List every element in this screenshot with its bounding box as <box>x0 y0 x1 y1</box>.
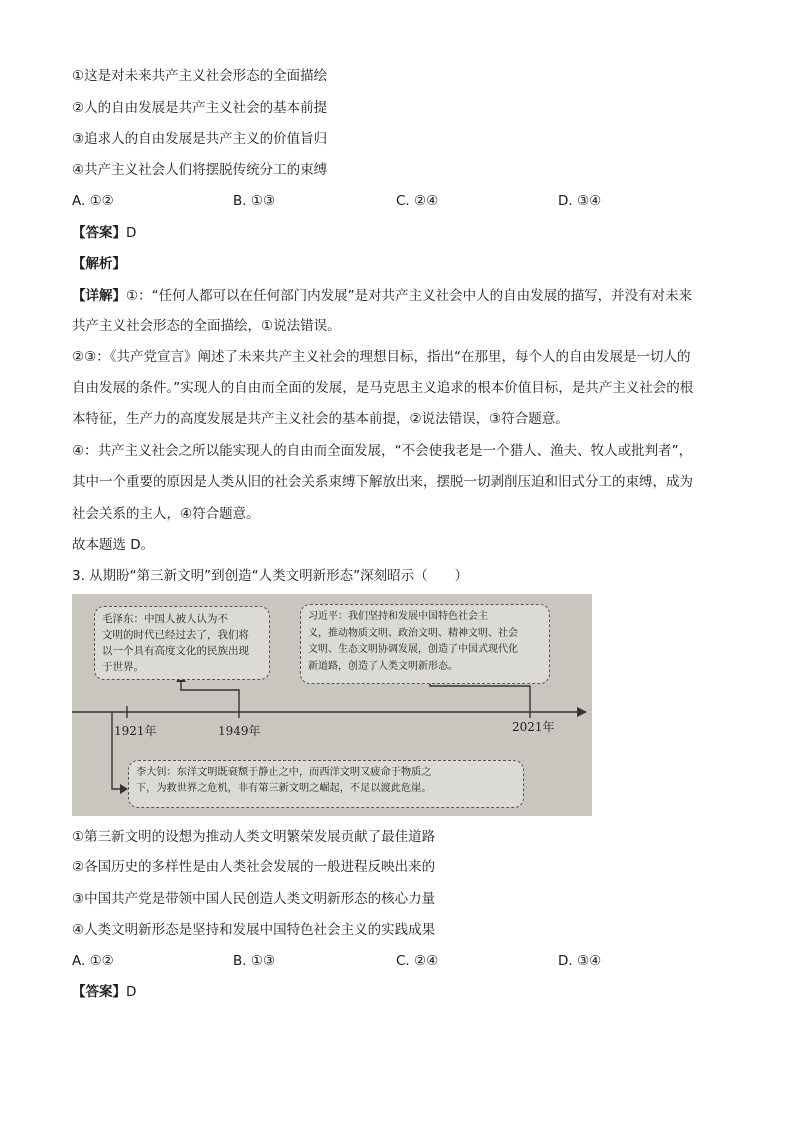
q2-statement-4: ④共产主义社会人们将摆脱传统分工的束缚 <box>72 162 328 178</box>
xi-line-1: 习近平：我们坚持和发展中国特色社会主 <box>308 611 488 622</box>
q3-option-b: B. ①③ <box>233 953 276 969</box>
conclusion: 故本题选 D。 <box>72 537 155 553</box>
arrow-to-mao <box>181 680 239 706</box>
detail-line-7: 其中一个重要的原因是人类从旧的社会关系束缚下解放出来，摆脱一切剥削压迫和旧式分工的束缚，成为 <box>72 474 693 490</box>
li-quote-box <box>128 760 524 808</box>
detail-line-1 <box>72 286 692 306</box>
xi-line-4: 新道路，创造了人类文明新形态。 <box>308 660 458 672</box>
year-1921: 1921年 <box>114 724 157 738</box>
timeline-arrowhead <box>577 707 587 717</box>
q2-statement-2: ②人的自由发展是共产主义社会的基本前提 <box>72 100 328 116</box>
mao-quote-box <box>94 606 270 680</box>
mao-line-2: 文明的时代已经过去了，我们将 <box>102 629 249 641</box>
mao-line-1: 毛泽东：中国人被人认为不 <box>102 613 228 625</box>
arrowhead-li <box>120 784 128 794</box>
q3-answer-value: D <box>126 984 137 1000</box>
detail-text-1: ①：“任何人都可以在任何部门内发展”是对共产主义社会中人的自由发展的描写，并没有对未来 <box>126 288 693 304</box>
detail-label: 【详解】 <box>72 288 126 304</box>
detail-line-3: ②③：《共产党宣言》阐述了未来共产主义社会的理想目标，指出“在那里，每个人的自由发展是一切人的 <box>72 349 691 365</box>
detail-line-6: ④：共产主义社会之所以能实现人的自由而全面发展，“不会使我老是一个猎人、渔夫、牧人或批判者”， <box>72 443 693 459</box>
q3-statement-2: ②各国历史的多样性是由人类社会发展的一般进程反映出来的 <box>72 859 436 875</box>
q2-statement-1: ①这是对未来共产主义社会形态的全面描绘 <box>72 68 328 84</box>
year-2021: 2021年 <box>512 720 555 734</box>
analysis-label: 【解析】 <box>72 256 126 272</box>
arrow-to-xi <box>430 681 530 706</box>
detail-line-8: 社会关系的主人，④符合题意。 <box>72 506 260 522</box>
xi-quote-box <box>300 604 550 684</box>
li-line-2: 下，为救世界之危机，非有第三新文明之崛起，不足以渡此危崖。 <box>136 783 432 794</box>
mao-line-4: 于世界。 <box>102 661 144 673</box>
q2-option-a: A. ①② <box>72 193 114 209</box>
li-line-1: 李大钊：东洋文明既衰颓于静止之中，而西洋文明又疲命于物质之 <box>136 767 432 778</box>
q2-option-c: C. ②④ <box>396 193 439 209</box>
q3-statement-1: ①第三新文明的设想为推动人类文明繁荣发展贡献了最佳道路 <box>72 829 436 845</box>
xi-line-2: 义，推动物质文明、政治文明、精神文明、社会 <box>308 627 518 639</box>
answer-label: 【答案】 <box>72 225 126 241</box>
q3-answer <box>72 982 136 1002</box>
q3-stem: 3. 从期盼“第三新文明”到创造“人类文明新形态”深刻昭示（ ） <box>72 568 469 584</box>
year-1949: 1949年 <box>218 724 261 738</box>
timeline-figure <box>72 594 592 816</box>
detail-line-5: 本特征，生产力的高度发展是共产主义社会的基本前提，②说法错误，③符合题意。 <box>72 411 569 427</box>
q3-option-c: C. ②④ <box>396 953 439 969</box>
q3-statement-3: ③中国共产党是带领中国人民创造人类文明新形态的核心力量 <box>72 891 436 907</box>
q2-option-d: D. ③④ <box>558 193 602 209</box>
q2-option-b: B. ①③ <box>233 193 276 209</box>
q3-answer-label: 【答案】 <box>72 984 126 1000</box>
q3-option-d: D. ③④ <box>558 953 602 969</box>
q2-statement-3: ③追求人的自由发展是共产主义的价值旨归 <box>72 131 328 147</box>
mao-line-3: 以一个具有高度文化的民族出现 <box>102 645 249 657</box>
q3-statement-4: ④人类文明新形态是坚持和发展中国特色社会主义的实践成果 <box>72 922 436 938</box>
detail-line-4: 自由发展的条件。”实现人的自由而全面的发展，是马克思主义追求的根本价值目标，是共产主义社会的根 <box>72 380 694 396</box>
detail-line-2: 共产主义社会形态的全面描绘，①说法错误。 <box>72 318 341 334</box>
answer-value: D <box>126 225 137 241</box>
q2-answer <box>72 223 136 243</box>
xi-line-3: 文明、生态文明协调发展，创造了中国式现代化 <box>308 644 518 655</box>
q3-option-a: A. ①② <box>72 953 114 969</box>
